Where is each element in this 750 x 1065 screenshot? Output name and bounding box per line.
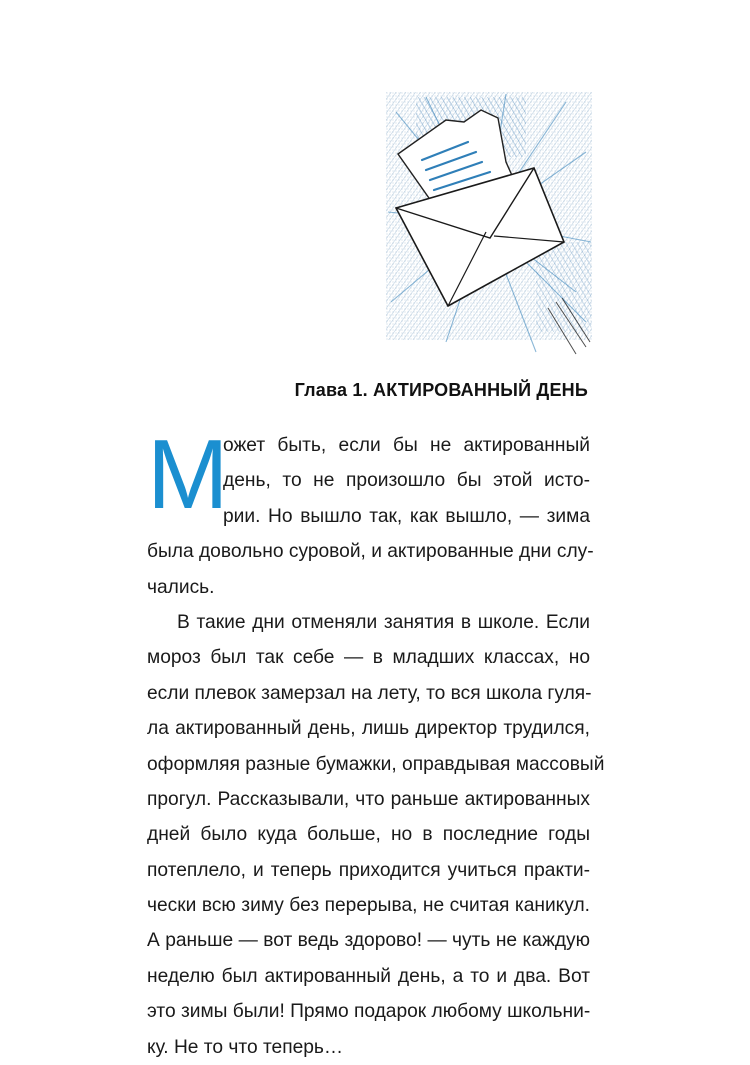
text-line: если плевок замерзал на лету, то вся школа гуля- — [147, 682, 592, 704]
paragraph-2 — [147, 605, 605, 1065]
text-line: В такие дни отменяли занятия в школе. Если — [177, 611, 590, 633]
text-line: ку. Не то что теперь… — [147, 1036, 344, 1058]
chapter-title: Глава 1. АКТИРОВАННЫЙ ДЕНЬ — [294, 380, 588, 400]
text-line: это зимы были! Прямо подарок любому школьни- — [147, 1001, 591, 1023]
text-line: была довольно суровой, и актированные дни слу- — [147, 541, 594, 563]
text-line: ожет быть, если бы не актированный — [223, 435, 590, 456]
text-line: прогул. Рассказывали, что раньше актированных — [147, 788, 590, 810]
text-line: рии. Но вышло так, как вышло, — зима — [223, 505, 590, 527]
text-line: чески всю зиму без перерыва, не считая каникул. — [147, 895, 590, 917]
text-line: ла актированный день, лишь директор трудился, — [147, 718, 590, 740]
envelope-sketch-icon — [386, 92, 592, 358]
text-line: неделю был актированный день, а то и два. Вот — [147, 965, 590, 987]
text-line: чались. — [147, 576, 215, 598]
text-line: потеплело, и теперь приходится учиться практи- — [147, 859, 590, 881]
text-line: оформляя разные бумажки, оправдывая массовый — [147, 753, 605, 775]
text-line: день, то не произошло бы этой исто- — [223, 470, 590, 492]
text-line: дней было куда больше, но в последние годы — [147, 824, 590, 846]
chapter-body — [147, 419, 605, 1065]
text-line: мороз был так себе — в младших классах, но — [147, 647, 590, 669]
text-line: А раньше — вот ведь здорово! — чуть не каждую — [147, 930, 590, 952]
drop-cap: М — [147, 419, 229, 529]
envelope-illustration — [386, 92, 592, 358]
